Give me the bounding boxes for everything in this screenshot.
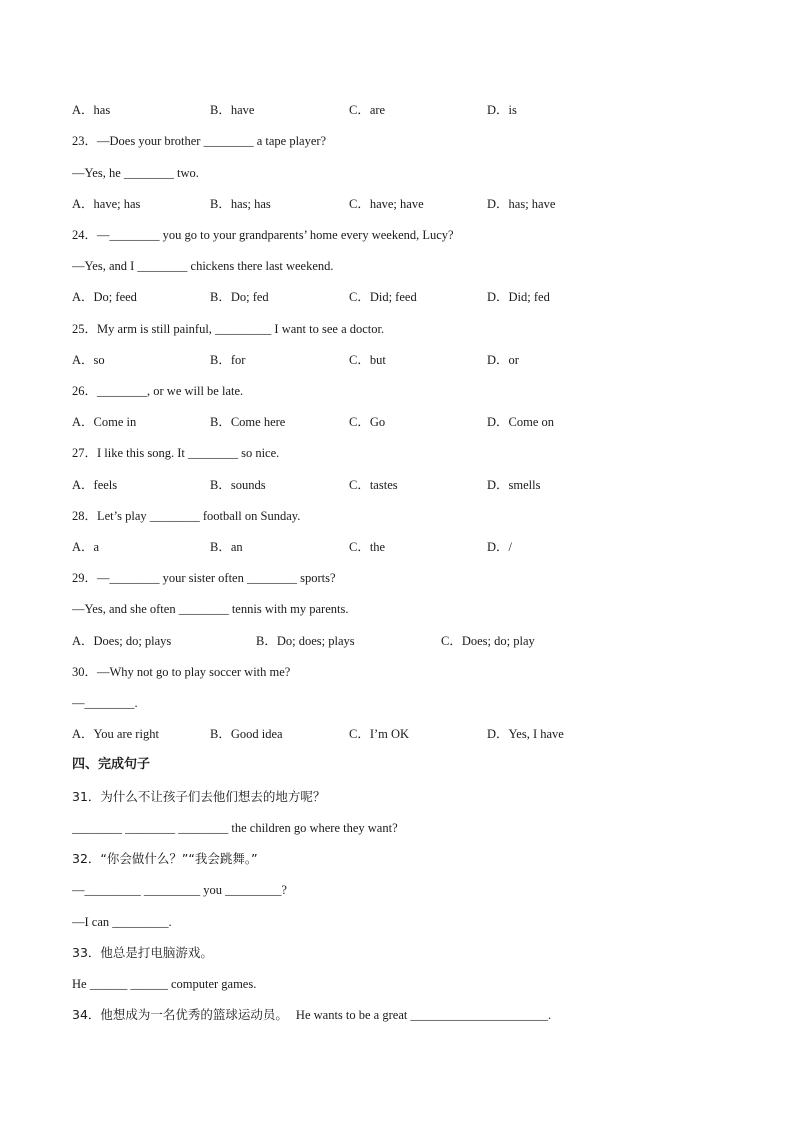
q23-option-b: B．has; has <box>210 197 271 211</box>
q26-option-c: C．Go <box>349 415 386 429</box>
q27-option-a: A．feels <box>72 478 118 492</box>
q22-option-c: C．are <box>349 103 386 117</box>
q24-option-b: B．Do; fed <box>210 290 269 304</box>
q32-answer-reply: —I can _________. <box>72 915 172 929</box>
q34-prompt: 34．他想成为一名优秀的篮球运动员。 <box>72 1007 288 1022</box>
q26-stem: 26．________, or we will be late. <box>72 384 244 398</box>
q22-option-a: A．has <box>72 103 111 117</box>
q30-option-a: A．You are right <box>72 727 159 741</box>
q27-stem: 27．I like this song. It ________ so nice. <box>72 446 280 460</box>
q30-reply: —________. <box>72 696 138 710</box>
q23-option-d: D．has; have <box>487 197 556 211</box>
q27-option-d: D．smells <box>487 478 541 492</box>
q24-reply: —Yes, and I ________ chickens there last weekend. <box>72 259 334 273</box>
q33-answer: He ______ ______ computer games. <box>72 977 257 991</box>
q30-option-d: D．Yes, I have <box>487 727 564 741</box>
q25-option-b: B．for <box>210 353 246 367</box>
q30-option-b: B．Good idea <box>210 727 283 741</box>
q27-option-b: B．sounds <box>210 478 266 492</box>
q25-option-c: C．but <box>349 353 386 367</box>
q28-option-d: D．/ <box>487 540 513 554</box>
q31-answer: ________ ________ ________ the children go where they want? <box>72 821 398 835</box>
q23-reply: —Yes, he ________ two. <box>72 166 199 180</box>
q24-option-a: A．Do; feed <box>72 290 137 304</box>
q23-stem: 23．—Does your brother ________ a tape player? <box>72 134 327 148</box>
q27-option-c: C．tastes <box>349 478 398 492</box>
q26-option-d: D．Come on <box>487 415 555 429</box>
q29-reply: —Yes, and she often ________ tennis with my parents. <box>72 602 349 616</box>
q23-option-a: A．have; has <box>72 197 141 211</box>
q26-option-b: B．Come here <box>210 415 286 429</box>
q34-line <box>72 1007 551 1023</box>
q32-prompt: 32．“你会做什么？”“我会跳舞。” <box>72 851 258 866</box>
q22-option-b: B．have <box>210 103 255 117</box>
q25-option-a: A．so <box>72 353 105 367</box>
q34-answer: He wants to be a great ______________________. <box>295 1008 552 1022</box>
q25-option-d: D．or <box>487 353 519 367</box>
section-heading: 四、完成句子 <box>72 757 151 772</box>
q33-prompt: 33．他总是打电脑游戏。 <box>72 945 213 960</box>
q31-prompt: 31．为什么不让孩子们去他们想去的地方呢？ <box>72 789 326 804</box>
q26-option-a: A．Come in <box>72 415 137 429</box>
q28-stem: 28．Let’s play ________ football on Sunday. <box>72 509 301 523</box>
q28-option-b: B．an <box>210 540 243 554</box>
q23-option-c: C．have; have <box>349 197 424 211</box>
q29-option-b: B．Do; does; plays <box>256 634 355 648</box>
q29-option-a: A．Does; do; plays <box>72 634 172 648</box>
q29-stem: 29．—________ your sister often ________ sports? <box>72 571 336 585</box>
q28-option-a: A．a <box>72 540 100 554</box>
q30-option-c: C．I’m OK <box>349 727 410 741</box>
q24-stem: 24．—________ you go to your grandparents’ home every weekend, Lucy? <box>72 228 454 242</box>
q30-stem: 30．—Why not go to play soccer with me? <box>72 665 291 679</box>
q24-option-c: C．Did; feed <box>349 290 417 304</box>
q29-option-c: C．Does; do; play <box>441 634 535 648</box>
q28-option-c: C．the <box>349 540 386 554</box>
q24-option-d: D．Did; fed <box>487 290 550 304</box>
q32-answer-question: —_________ _________ you _________? <box>72 883 287 897</box>
q25-stem: 25．My arm is still painful, _________ I want to see a doctor. <box>72 322 385 336</box>
q22-option-d: D．is <box>487 103 517 117</box>
